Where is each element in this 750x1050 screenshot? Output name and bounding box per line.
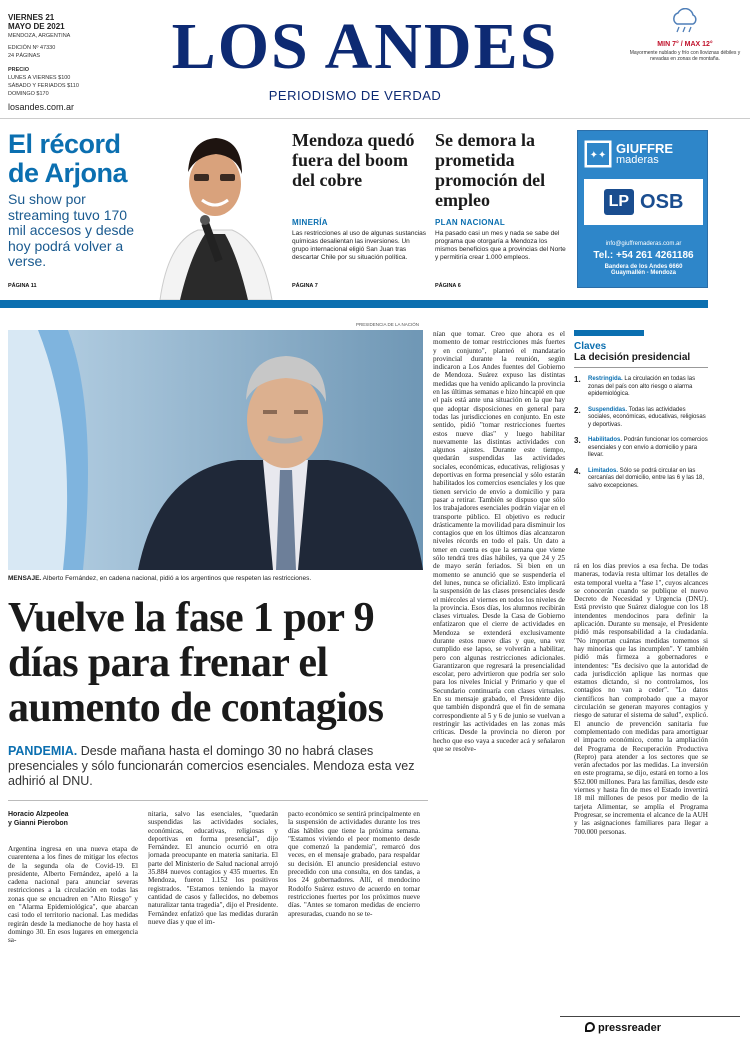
location: MENDOZA, ARGENTINA xyxy=(8,33,71,39)
byline-1: Horacio Alzpeolea xyxy=(8,811,69,818)
svg-text:✦✦: ✦✦ xyxy=(589,150,607,161)
clave-label: Limitados. xyxy=(588,467,619,474)
article-col-5: rá en los días previos a esa fecha. De todas maneras, todavía resta ultimar los detalles de esta temporal vuelta a "fase 1", cuyos alcances se conocerán cuando se publique el nuevo Decreto de Necesidad y Urgencia (DNU). Está previsto que Suárez dialogue con los 18 intendentes mendocinos para definir la aplicación. Durante su mensaje, el Presidente pidió más responsabilidad a la ciudadanía. "No importan cuántas medidas tomemos si hay minorías que las incumplen". Y también pidió más firmeza a gobernadores e intendentes: "Es decisivo que la autoridad de cada jurisdicción aplique las normas que estamos dictando, si no controlamos, los contagios no van a ceder". "Lo datos científicos han comprobado que a mayor circulación se generan mayores contagios y riesgo de saturar el sistema de salud", explicó. El anuncio de prevención sanitaria fue complementado con medidas para amortiguar el impacto económico, como la ampliación del Programa de Recuperación Productiva (Repro) para atender a los sectores que se verán afectados por las medidas. La inversión en este programa, se dijo, estará en torno a los $52.000 millones. Para las familias, desde este viernes y hasta fin de mes el Estado invertirá 18 mil millones de pesos por medio de la tarjeta Alimentar, se amplía el Programa Progresar, se incrementa el alcance de la AUH y las asignaciones familiares para llegar a 700.000 personas. xyxy=(574,562,708,836)
clave-label: Habilitados. xyxy=(588,437,623,443)
teaser-arjona-subtitle: Su show por streaming tuvo 170 mil accesos y desde hoy podrá volver a verse. xyxy=(8,191,135,269)
photo-caption xyxy=(8,575,428,582)
claves-subtitle: La decisión presidencial xyxy=(574,352,708,368)
clave-text: La circulación en todas las zonas del país con alto riesgo o alarma epidemiológica. xyxy=(588,376,696,397)
weather-forecast: Mayormente nublado y frío con lloviznas débiles y nevadas en zonas de montaña. xyxy=(629,50,741,62)
arjona-photo xyxy=(150,122,280,300)
date-block xyxy=(8,14,118,98)
date-day: VIERNES 21 xyxy=(8,13,55,22)
lede xyxy=(8,744,428,789)
date-month: MAYO DE 2021 xyxy=(8,22,65,31)
teaser-empleo-page: PÁGINA 6 xyxy=(435,283,461,289)
price-weekday: LUNES A VIERNES $100 xyxy=(8,75,71,81)
ad-email: info@giuffremaderas.com.ar xyxy=(605,241,682,247)
ad-brand1-sub: maderas xyxy=(616,154,659,166)
main-headline[interactable]: Vuelve la fase 1 por 9 días para frenar el aumento de contagios xyxy=(8,595,384,731)
clave-item xyxy=(574,407,708,430)
clave-label: Suspendidas. xyxy=(588,406,628,413)
weather-box: MIN 7° / MAX 12° Mayormente nublado y frío con lloviznas débiles y nevadas en zonas de montaña. xyxy=(628,8,742,62)
president-photo xyxy=(8,330,423,570)
teaser-empleo-section: PLAN NACIONAL xyxy=(435,218,506,227)
claves-box xyxy=(574,330,708,550)
caption-text: Alberto Fernández, en cadena nacional, pidió a los argentinos que respeten las restricciones. xyxy=(41,575,312,582)
clave-text: Sólo se podrá circular en las cercanías del domicilio, entre las 6 y las 18, salvo excepciones. xyxy=(588,467,705,489)
clave-number: 3. xyxy=(574,436,581,445)
teaser-cobre-body: Las restricciones al uso de algunas sustancias químicas desalientan las inversiones. Un grupo internacional eligió San Juan tras descartar Chile por su situación política. xyxy=(292,230,427,261)
teaser-empleo-title[interactable]: Se demora la prometida promoción del empleo xyxy=(435,130,546,210)
lede-section: PANDEMIA. xyxy=(8,744,78,758)
teaser-cobre-section: MINERÍA xyxy=(292,218,328,227)
ad-lp-logo: LP xyxy=(604,189,634,215)
temp-max: MAX 12° xyxy=(684,41,713,48)
article-col-4: nían que tomar. Creo que ahora es el momento de tomar restricciones más fuertes y en conjunto", planteó el mandatario provincial durante la reunión, según indicaron a Los Andes fuentes del Gobierno de Mendoza. Suárez expuso las distintas medidas que ha venido aplicando la provincia en las últimas semanas e hizo hincapié en que el país está ante una situación en la que hay que adoptar disposiciones en general para todas las jurisdicciones en conjunto. En este sentido, pidió "tomar restricciones fuertes estos nueve días" y luego habilitar nuevamente las distintas actividades con algunos ajustes. Durante este tiempo, quedarán suspendidas las actividades sociales, económicas, educativas, religiosas y deportivas en forma presencial y sólo estarán habilitados los comercios esenciales y los que tienen servicio de envío a domicilio y para pasar a retirar. También se dispuso que sólo los trabajadores esenciales podrán viajar en el transporte público. El objetivo es reducir drásticamente la movilidad para disminuir los contagios que en los últimos días alcanzaron niveles récords en todo el país. Un dato a tener en cuenta es que la semana que viene sólo tendrá tres días hábiles, ya que 24 y 25 de mayo serán feriados. Si bien en un momento se anunció que se suspendería el del lunes, nunca se oficializó. Esto implicará la suspensión de las clases presenciales desde el miércoles al viernes en todos los niveles de la provincia. Esos días, los alumnos recibirán clases virtuales. Desde la Casa de Gobierno enfatizaron que el cierre de actividades en Mendoza se extenderá exclusivamente durante estos nueve días y que, una vez cumplido ese lapso, se volverán a habilitar, pero con algunas restricciones adicionales. Garantizaron que regresará la presencialidad escolar, pero advirtieron que podría ser solo para los niveles Inicial y Primario y que el Secundario continuaría con clases virtuales. En su mensaje grabado, el Presidente dijo que también dispondrá que el fin de semana correspondiente al 5 y 6 de junio se vuelvan a restringir las actividades en las zonas más críticas. Desde la provincia no dieron por hecho que eso vaya a suceder acá y señalaron que se resolve- xyxy=(433,330,565,753)
article-col-3: pacto económico se sentirá principalmente en la suspensión de actividades durante los tres días hábiles que tiene la próxima semana. "Estamos viviendo el peor momento desde que comenzó la pandemia", remarcó dos veces, en el mensaje grabado, para respaldar su decisión. El anuncio presidencial estuvo precedido con una consulta, en dos tandas, a los 24 gobernadores. Allí, el mendocino Rodolfo Suárez estuvo de acuerdo en tomar restricciones fuertes por los próximos nueve días. "Antes se tomaron medidas de encierro apresuradas, cuando no se te- xyxy=(288,810,420,918)
clave-text: Podrán funcionar los comercios esenciales y con envío a domicilio y para llevar. xyxy=(588,437,708,458)
price-label: PRECIO xyxy=(8,67,30,73)
price-sunday: DOMINGO $170 xyxy=(8,91,49,97)
clave-item xyxy=(574,468,708,491)
clave-label: Restringida. xyxy=(588,376,623,382)
newspaper-logo[interactable]: LOS ANDES xyxy=(171,10,559,83)
pressreader-logo[interactable] xyxy=(585,1022,661,1034)
giuffre-ad[interactable] xyxy=(577,130,708,288)
teaser-arjona-page: PÁGINA 11 xyxy=(8,283,37,289)
lede-divider xyxy=(8,800,428,801)
lede-text: Desde mañana hasta el domingo 30 no habrá clases presenciales y sólo funcionarán comercios esenciales. Mendoza esta vez adhirió al DNU. xyxy=(8,744,415,788)
article-col-2: nitaria, salvo las esenciales, "quedarán suspendidas las actividades sociales, económicas, educativas, religiosas y deportivas en forma presencial", dijo Fernández. El anuncio ocurrió en otra jornada preocupante en materia sanitaria. El parte del Ministerio de Salud nacional arrojó 35.884 nuevos contagios y 435 muertes. En Mendoza, fueron 1.152 los positivos registrados. "Estamos teniendo la mayor cantidad de casos y fallecidos, no debemos naturalizar tanta tragedia", dijo el Presidente. Fernández enfatizó que las medidas durarán nueve días y que el im- xyxy=(148,810,278,926)
photo-credit: PRESIDENCIA DE LA NACIÓN xyxy=(356,322,420,327)
ad-phone: Tel.: +54 261 4261186 xyxy=(593,250,694,261)
ad-brand1: GIUFFRE xyxy=(616,141,674,156)
temp-min: MIN 7° xyxy=(657,41,679,48)
website-link[interactable]: losandes.com.ar xyxy=(8,102,75,112)
tagline: PERIODISMO DE VERDAD xyxy=(268,88,442,103)
stars-logo-icon xyxy=(584,140,612,168)
ad-address2: Guaymallén - Mendoza xyxy=(610,270,676,276)
pressreader-text: pressreader xyxy=(598,1022,661,1034)
footer-divider xyxy=(560,1016,740,1017)
caption-label: MENSAJE. xyxy=(8,575,42,582)
claves-bar xyxy=(574,330,644,336)
teaser-cobre-title[interactable]: Mendoza quedó fuera del boom del cobre xyxy=(292,130,415,190)
claves-title: Claves xyxy=(574,341,607,352)
clave-item xyxy=(574,437,708,460)
main-photo xyxy=(8,330,423,570)
pressreader-icon xyxy=(585,1022,595,1032)
clave-text: Todas las actividades sociales, económicas, educativas, religiosas y deportivas. xyxy=(588,406,706,428)
top-divider xyxy=(0,118,750,119)
teaser-arjona-title[interactable]: El récord de Arjona xyxy=(8,129,128,188)
teaser-cobre-page: PÁGINA 7 xyxy=(292,283,318,289)
byline-2: y Gianni Pierobon xyxy=(8,820,68,827)
article-col-1: Argentina ingresa en una nueva etapa de cuarentena a los fines de mitigar los efectos de la segunda ola de Covid-19. El presidente, Alberto Fernández, apeló a la cadena nacional para anunciar severas restricciones a la circulación en todas las zonas que se encuadren en "Alto Riesgo" y en "Alarma Epidemiológica", que abarcan casi todo el territorio nacional. Las medidas regirán desde la medianoche de hoy hasta el domingo 30. En esos lugares en emergencia sa- xyxy=(8,845,138,945)
edition: EDICIÓN Nº 47330 xyxy=(8,45,56,51)
section-bar xyxy=(0,300,708,308)
bylines xyxy=(8,810,93,828)
cloud-rain-icon xyxy=(668,8,702,34)
clave-number: 4. xyxy=(574,466,581,476)
pages: 24 PÁGINAS xyxy=(8,53,41,59)
ad-address1: Bandera de los Andes 6660 xyxy=(604,264,683,270)
ad-osb: OSB xyxy=(640,190,684,213)
clave-number: 2. xyxy=(574,405,581,415)
teaser-empleo-body: Ha pasado casi un mes y nada se sabe del programa que otorgaría a Mendoza los mismos beneficios que a provincias del Norte y permitiría crear 1.000 empleos. xyxy=(435,230,566,261)
price-saturday: SÁBADO Y FERIADOS $110 xyxy=(8,83,79,89)
clave-item xyxy=(574,376,708,399)
clave-number: 1. xyxy=(574,375,581,384)
